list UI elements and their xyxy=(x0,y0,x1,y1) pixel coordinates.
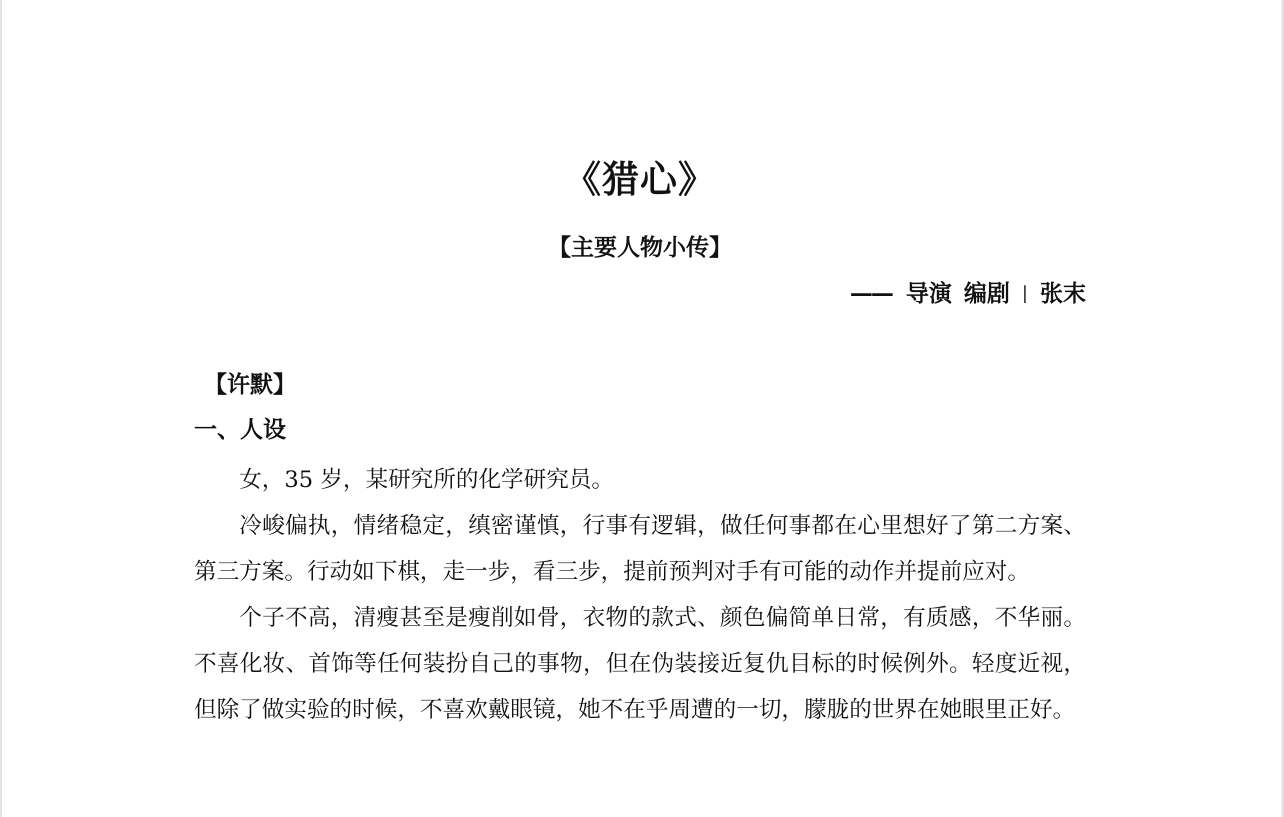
document-title: 《猎心》 xyxy=(564,157,716,201)
document-subtitle: 【主要人物小传】 xyxy=(548,234,732,261)
section-heading: 一、人设 xyxy=(194,416,286,443)
byline-author: 张末 xyxy=(1040,280,1086,307)
character-heading: 【许默】 xyxy=(204,371,296,398)
paragraph: 个子不高，清瘦甚至是瘦削如骨，衣物的款式、颜色偏简单日常，有质感，不华丽。不喜化妆、首饰等任何装扮自己的事物，但在伪装接近复仇目标的时候例外。轻度近视，但除了做实验的时候，不喜欢戴眼镜，她不在乎周遭的一切，朦胧的世界在她眼里正好。 xyxy=(194,605,1086,723)
byline-role-director: 导演 xyxy=(905,280,952,307)
body-text xyxy=(194,457,1086,733)
paragraph: 女，35 岁，某研究所的化学研究员。 xyxy=(239,467,615,493)
byline-dash: —— xyxy=(849,280,892,307)
byline xyxy=(850,278,1086,312)
page-left-edge xyxy=(0,0,2,817)
byline-separator: | xyxy=(1021,283,1028,304)
paragraph: 冷峻偏执，情绪稳定，缜密谨慎，行事有逻辑，做任何事都在心里想好了第二方案、第三方案。行动如下棋，走一步，看三步，提前预判对手有可能的动作并提前应对。 xyxy=(194,513,1086,585)
document-page xyxy=(194,0,1086,817)
byline-role-screenwriter: 编剧 xyxy=(963,280,1010,307)
